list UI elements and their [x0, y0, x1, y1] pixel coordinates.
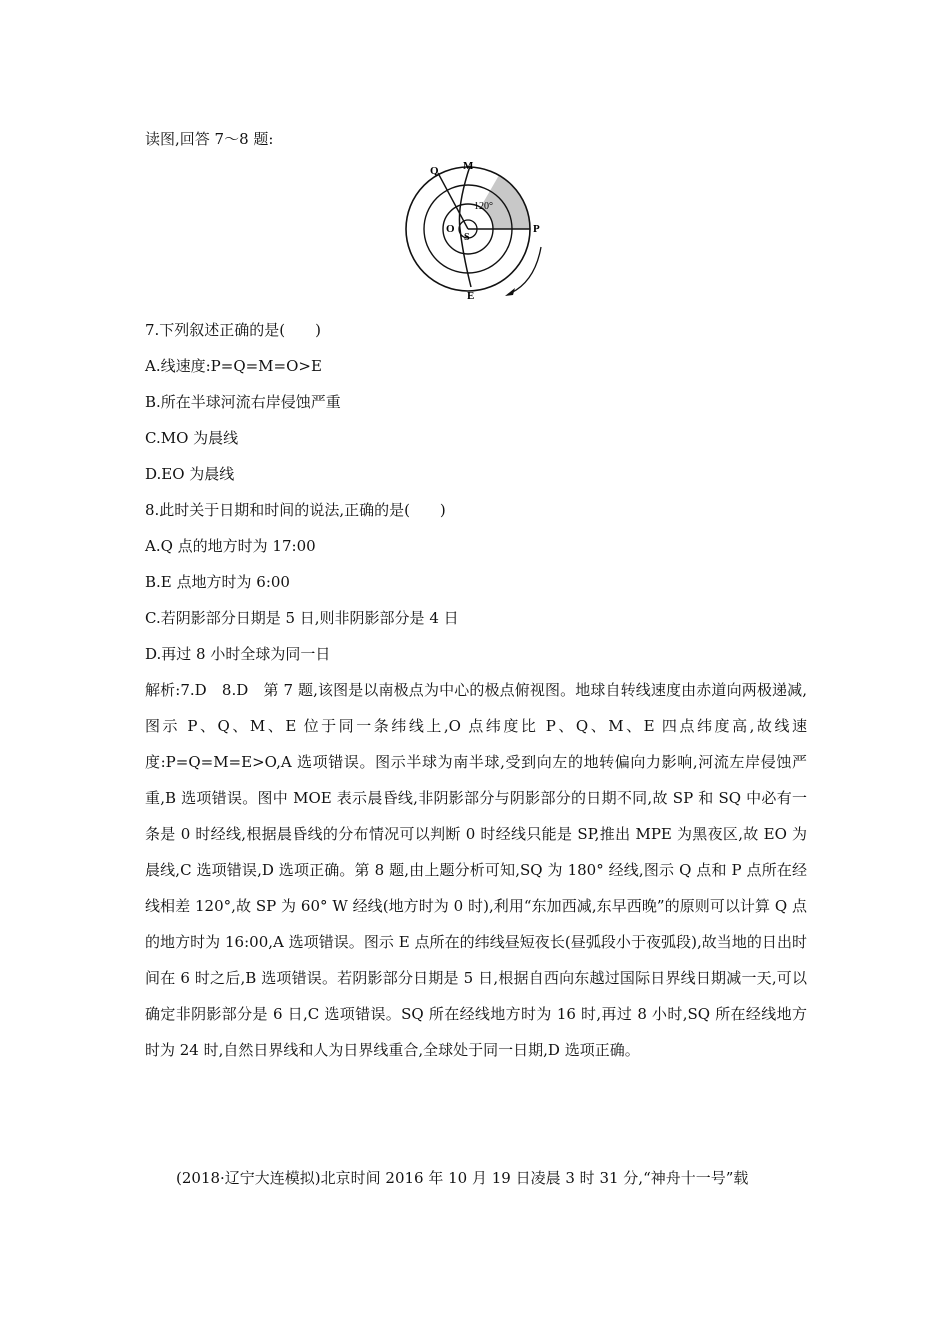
label-m: M — [463, 160, 474, 172]
question-8-option-a: A.Q 点的地方时为 17:00 — [145, 537, 316, 555]
label-angle: 120° — [474, 201, 493, 212]
question-7-stem: 7.下列叙述正确的是( ) — [145, 321, 322, 339]
label-q: Q — [430, 165, 439, 177]
analysis-paragraph: 解析:7.D 8.D 第 7 题,该图是以南极点为中心的极点俯视图。地球自转线速度由赤道向两极递减,图示 P、Q、M、E 位于同一条纬线上,O 点纬度比 P、Q、M、E 四点纬度高,故线速度:P=Q=M=E>O,A 选项错误。图示半球为南半球,受到向左的地转偏向力影响,河流左岸侵蚀严重,B 选项错误。图中 MOE 表示晨昏线,非阴影部分与阴影部分的日期不同,故 SP 和 SQ 中必有一条是 0 时经线,根据晨昏线的分布情况可以判断 0 时经线只能是 SP,推出 MPE 为黑夜区,故 EO 为晨线,C 选项错误,D 选项正确。第 8 题,由上题分析可知,SQ 为 180° 经线,图示 Q 点和 P 点所在经线相差 120°,故 SP 为 60° W 经线(地方时为 0 时),利用“东加西减,东早西晚”的原则可以计算 Q 点的地方时为 16:00,A 选项错误。图示 E 点所在的纬线昼短夜长(昼弧段小于夜弧段),故当地的日出时间在 6 时之后,B 选项错误。若阴影部分日期是 5 日,根据自西向东越过国际日界线日期减一天,可以确定非阴影部分是 6 日,C 选项错误。SQ 所在经线地方时为 16 时,再过 8 小时,SQ 所在经线地方时为 24 时,自然日界线和人为日界线重合,全球处于同一日期,D 选项正确。 — [145, 681, 807, 1059]
arrow-head-icon — [505, 288, 515, 296]
intro-text: 读图,回答 7～8 题: — [145, 130, 274, 148]
label-o: O — [446, 223, 455, 235]
question-7-option-b: B.所在半球河流右岸侵蚀严重 — [145, 393, 341, 411]
question-8-option-c: C.若阴影部分日期是 5 日,则非阴影部分是 4 日 — [145, 609, 459, 627]
question-7-option-d: D.EO 为晨线 — [145, 465, 235, 483]
question-8-option-b: B.E 点地方时为 6:00 — [145, 573, 290, 591]
label-e: E — [467, 290, 475, 302]
label-p: P — [533, 223, 540, 235]
question-7-option-a: A.线速度:P=Q=M=O>E — [145, 357, 322, 375]
question-8-option-d: D.再过 8 小时全球为同一日 — [145, 645, 331, 663]
question-7-option-c: C.MO 为晨线 — [145, 429, 239, 447]
question-8-stem: 8.此时关于日期和时间的说法,正确的是( ) — [145, 501, 446, 519]
polar-diagram — [405, 155, 565, 305]
next-question-text: (2018·辽宁大连模拟)北京时间 2016 年 10 月 19 日凌晨 3 时 31 分,“神舟十一号”载 — [176, 1169, 749, 1187]
label-s: S — [464, 232, 470, 243]
